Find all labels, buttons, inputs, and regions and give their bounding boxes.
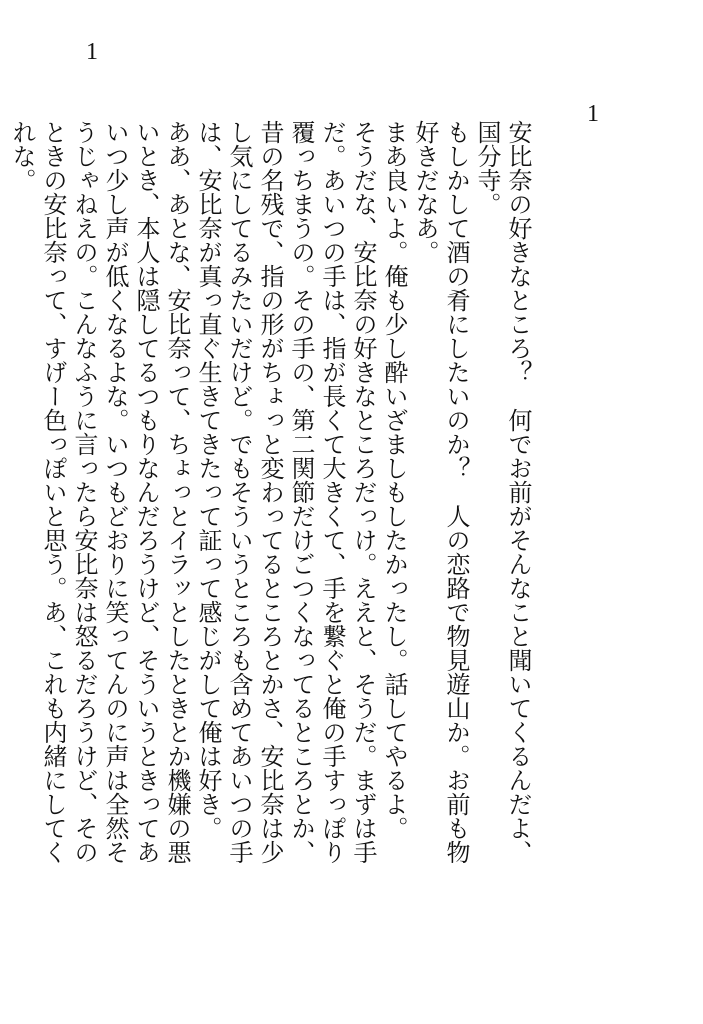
text-paragraph-hands: そうだな、安比奈の好きなところだっけ。ええと、そうだ。まずは手だ。あいつの手は、指が長くて大きくて、手を繋ぐと俺の手すっぽり覆っちまうの。その手の、第二関節だけごつくなってるところとか、昔の名残で、指の形がちょっと変わってるところとかさ、安比奈は少し気にしてるみたいだけど。でもそういうところも含めてあいつの手は、安比奈が真っ直ぐ生きてきたって証って感じがして俺は好き。 [194,120,377,864]
chapter-number: 1 [587,101,599,127]
text-line-1: 安比奈の好きなところ？ 何でお前がそんなこと聞いてくるんだよ、国分寺。 [473,120,532,864]
text-line-2: もしかして酒の肴にしたいのか？ 人の恋路で物見遊山か。お前も物好きだなあ。 [411,120,470,864]
vertical-body-text [6,120,533,880]
page-number: 1 [86,39,98,65]
text-paragraph-voice: ああ、あとな、安比奈って、ちょっとイラッとしたときとか機嫌の悪いとき、本人は隠してるつもりなんだろうけど、そういうときってあいつ少し声が低くなるよな。いつもどおりに笑ってんのに声は全然そうじゃねえの。こんなふうに言ったら安比奈は怒るだろうけど、そのときの安比奈って、すげー色っぽいと思う。あ、これも内緒にしてくれな。 [8,120,191,864]
text-line-3: まあ良いよ。俺も少し酔いざましもしたかったし。話してやるよ。 [380,120,408,840]
